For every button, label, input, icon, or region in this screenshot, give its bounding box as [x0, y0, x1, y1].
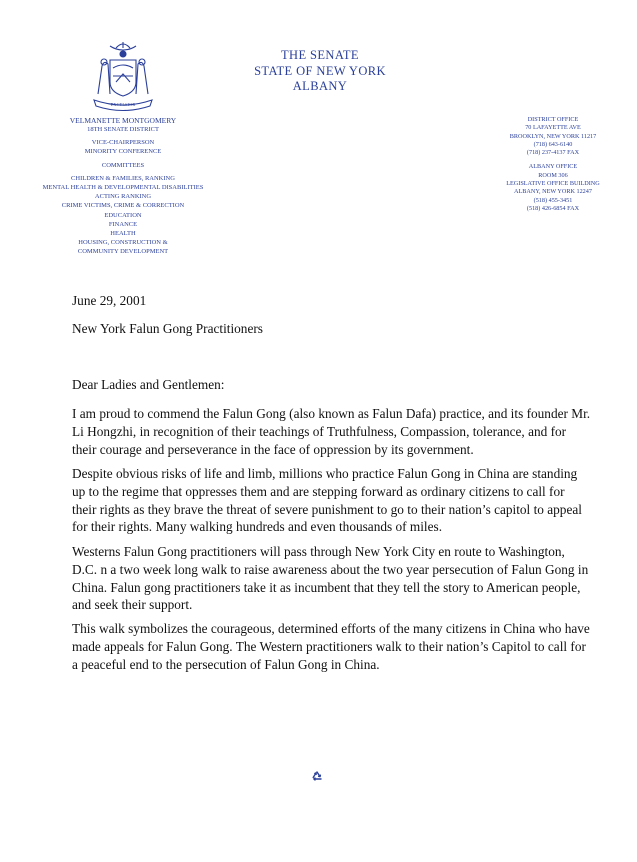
committee-item: ACTING RANKING: [94, 193, 152, 201]
letter-recipient: New York Falun Gong Practitioners: [72, 321, 263, 336]
heading-line: ALBANY: [292, 79, 348, 93]
senate-heading: [230, 48, 410, 95]
committees-heading: COMMITTEES: [101, 161, 145, 169]
albany-office-line: ALBANY OFFICE: [528, 163, 578, 171]
committee-item: CHILDREN & FAMILIES, RANKING: [71, 174, 175, 182]
district-office-line: 70 LAFAYETTE AVE: [525, 124, 581, 132]
letter-paragraph: This walk symbolizes the courageous, determined efforts of the many citizens in China who have made appeals for Falun Gong. The Western practitioners walk to their nation’s Capitol to call for a peaceful end to the persecution of Falun Gong in China.: [72, 621, 590, 672]
committee-item: COMMUNITY DEVELOPMENT: [77, 248, 169, 256]
albany-office-line: (518) 455-3451: [533, 196, 573, 204]
svg-text:EXCELSIOR: EXCELSIOR: [110, 102, 136, 107]
heading-line: STATE OF NEW YORK: [254, 63, 386, 78]
letter-paragraph: I am proud to commend the Falun Gong (also known as Falun Dafa) practice, and its founder Mr. Li Hongzhi, in recognition of their teachings of Truthfulness, Compassion, tolerance, and for their courage and perseverance in the face of oppression by its government.: [72, 406, 591, 457]
district-office-line: DISTRICT OFFICE: [527, 116, 579, 123]
recycle-icon: [310, 770, 324, 784]
senator-name: VELMANETTE MONTGOMERY: [69, 116, 177, 125]
albany-office-line: ROOM 306: [538, 171, 568, 179]
letter-paragraph: Westerns Falun Gong practitioners will pass through New York City en route to Washington, D.C. n a two week long walk to raise awareness about the two year persecution of Falun Gong in China. Falun gong practitioners take it as incumbent that they tell the story to American people, and seek their support.: [72, 544, 589, 613]
heading-line: THE SENATE: [281, 48, 359, 62]
ny-state-seal-icon: [80, 38, 166, 118]
committee-item: CRIME VICTIMS, CRIME & CORRECTION: [61, 202, 185, 210]
committee-item: EDUCATION: [104, 211, 142, 219]
senator-district: 18TH SENATE DISTRICT: [87, 126, 159, 133]
office-info: [482, 116, 624, 213]
district-office-line: (718) 237-4137 FAX: [526, 149, 580, 157]
committee-item: MENTAL HEALTH & DEVELOPMENTAL DISABILITIES: [42, 184, 204, 192]
senator-role: MINORITY CONFERENCE: [84, 148, 162, 156]
letter-date: June 29, 2001: [72, 293, 147, 308]
senator-role: VICE-CHAIRPERSON: [91, 139, 155, 147]
albany-office-line: LEGISLATIVE OFFICE BUILDING: [506, 180, 600, 188]
district-office-line: (718) 643-6140: [533, 140, 573, 148]
district-office-line: BROOKLYN, NEW YORK 11217: [509, 132, 597, 140]
committee-item: HEALTH: [110, 230, 136, 238]
senator-info: [30, 116, 216, 257]
committee-item: FINANCE: [108, 220, 138, 228]
letter-salutation: Dear Ladies and Gentlemen:: [72, 377, 225, 392]
committee-item: HOUSING, CONSTRUCTION &: [78, 239, 168, 247]
albany-office-line: (518) 426-6854 FAX: [526, 204, 580, 212]
albany-office-line: ALBANY, NEW YORK 12247: [514, 188, 592, 196]
letter-paragraph: Despite obvious risks of life and limb, millions who practice Falun Gong in China are standing up to the regime that oppresses them and are stepping forward as ordinary citizens to call for their rights as they brave the threat of severe punishment to go to their nation’s capitol to appeal for their rights. Many walking hundreds and even thousands of miles.: [72, 466, 582, 535]
